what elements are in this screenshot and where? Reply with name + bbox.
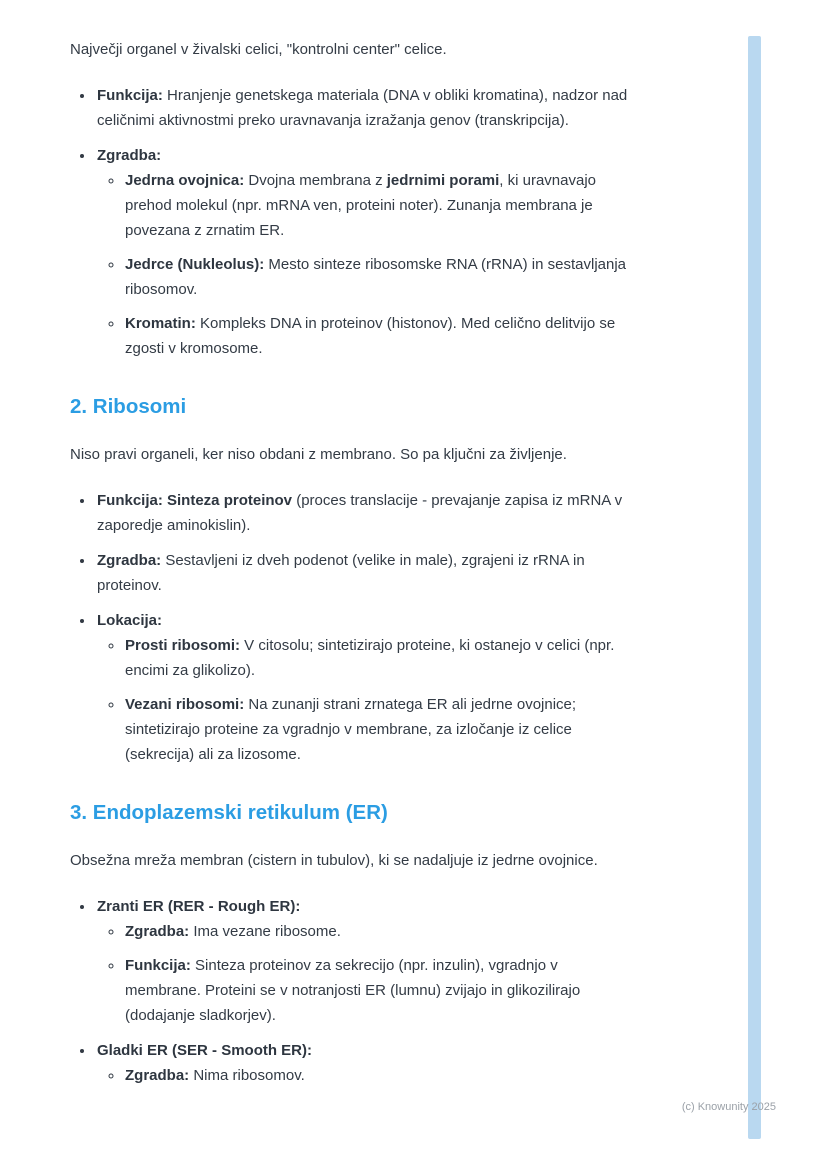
bold-text-run: Zgradba: <box>125 923 190 940</box>
bullet-list <box>70 488 636 767</box>
bullet-list <box>70 83 636 361</box>
sub-list-item <box>124 311 636 361</box>
paragraph <box>70 37 636 62</box>
list-item <box>95 83 636 133</box>
paragraph <box>70 848 636 873</box>
text-run: Največji organel v živalski celici, "kontrolni center" celice. <box>70 41 447 58</box>
bold-text-run: Zgradba: <box>125 1067 190 1084</box>
text-run: Hranjenje genetskega materiala (DNA v obliki kromatina), nadzor nad celičnimi aktivnostmi preko uravnavanja izražanja genov (transkripcija). <box>97 87 628 129</box>
text-run: Obsežna mreža membran (cistern in tubulov), ki se nadaljuje iz jedrne ovojnice. <box>70 852 598 869</box>
bold-text-run: Funkcija: <box>97 87 163 104</box>
sub-list-item <box>124 1063 636 1088</box>
bold-text-run: Funkcija: Sinteza proteinov <box>97 492 293 509</box>
text-run: Kompleks DNA in proteinov (histonov). Med celično delitvijo se zgosti v kromosome. <box>125 315 616 357</box>
bold-text-run: Zgradba: <box>97 552 162 569</box>
text-run: Nima ribosomov. <box>189 1067 305 1084</box>
sub-list-item <box>124 633 636 683</box>
document-content <box>70 37 636 1109</box>
text-run: , ki uravnavajo prehod molekul (npr. mRNA ven, proteini noter). Zunanja membrana je povezana z zrnatim ER. <box>125 172 597 239</box>
sub-list-item <box>124 168 636 243</box>
text-run: Niso pravi organeli, ker niso obdani z membrano. So pa ključni za življenje. <box>70 446 567 463</box>
bold-text-run: Gladki ER (SER - Smooth ER): <box>97 1042 313 1059</box>
text-run: (proces translacije - prevajanje zapisa iz mRNA v zaporedje aminokislin). <box>97 492 623 534</box>
bold-text-run: Kromatin: <box>125 315 196 332</box>
sub-list-item <box>124 252 636 302</box>
text-run: Sestavljeni iz dveh podenot (velike in male), zgrajeni iz rRNA in proteinov. <box>97 552 585 594</box>
text-run: Sinteza proteinov za sekrecijo (npr. inzulin), vgradnjo v membrane. Proteini se v notranjosti ER (lumnu) zvijajo in glikozilirajo (dodajanje sladkorjev). <box>125 957 581 1024</box>
list-item <box>95 143 636 361</box>
sub-bullet-list <box>97 633 636 767</box>
section-heading: 3. Endoplazemski retikulum (ER) <box>70 801 388 824</box>
bold-text-run: Jedrce (Nukleolus): <box>125 256 265 273</box>
page-edge-bar <box>748 36 761 1139</box>
list-item <box>95 548 636 598</box>
bold-text-run: Zranti ER (RER - Rough ER): <box>97 898 301 915</box>
bold-text-run: Vezani ribosomi: <box>125 696 245 713</box>
bullet-list <box>70 894 636 1088</box>
bold-text-run: Lokacija: <box>97 612 163 629</box>
text-run: V citosolu; sintetizirajo proteine, ki ostanejo v celici (npr. encimi za glikolizo). <box>125 637 615 679</box>
text-run: Mesto sinteze ribosomske RNA (rRNA) in sestavljanja ribosomov. <box>125 256 627 298</box>
list-item <box>95 1038 636 1088</box>
text-run: Na zunanji strani zrnatega ER ali jedrne ovojnice; sintetizirajo proteine za vgradnjo v membrane, za izločanje iz celice (sekrecija) ali za lizosome. <box>125 696 577 763</box>
sub-bullet-list <box>97 1063 636 1088</box>
list-item <box>95 894 636 1028</box>
text-run: Ima vezane ribosome. <box>189 923 341 940</box>
paragraph <box>70 442 636 467</box>
sub-list-item <box>124 919 636 944</box>
list-item <box>95 608 636 767</box>
sub-list-item <box>124 692 636 767</box>
section-heading: 2. Ribosomi <box>70 395 187 418</box>
bold-text-run: Jedrna ovojnica: <box>125 172 245 189</box>
list-item <box>95 488 636 538</box>
sub-list-item <box>124 953 636 1028</box>
bold-text-run: jedrnimi porami <box>386 172 500 189</box>
sub-bullet-list <box>97 168 636 361</box>
bold-text-run: Zgradba: <box>97 147 162 164</box>
bold-text-run: Funkcija: <box>125 957 191 974</box>
sub-bullet-list <box>97 919 636 1028</box>
text-run: Dvojna membrana z <box>244 172 387 189</box>
bold-text-run: Prosti ribosomi: <box>125 637 241 654</box>
copyright-text: (c) Knowunity 2025 <box>681 1101 776 1113</box>
